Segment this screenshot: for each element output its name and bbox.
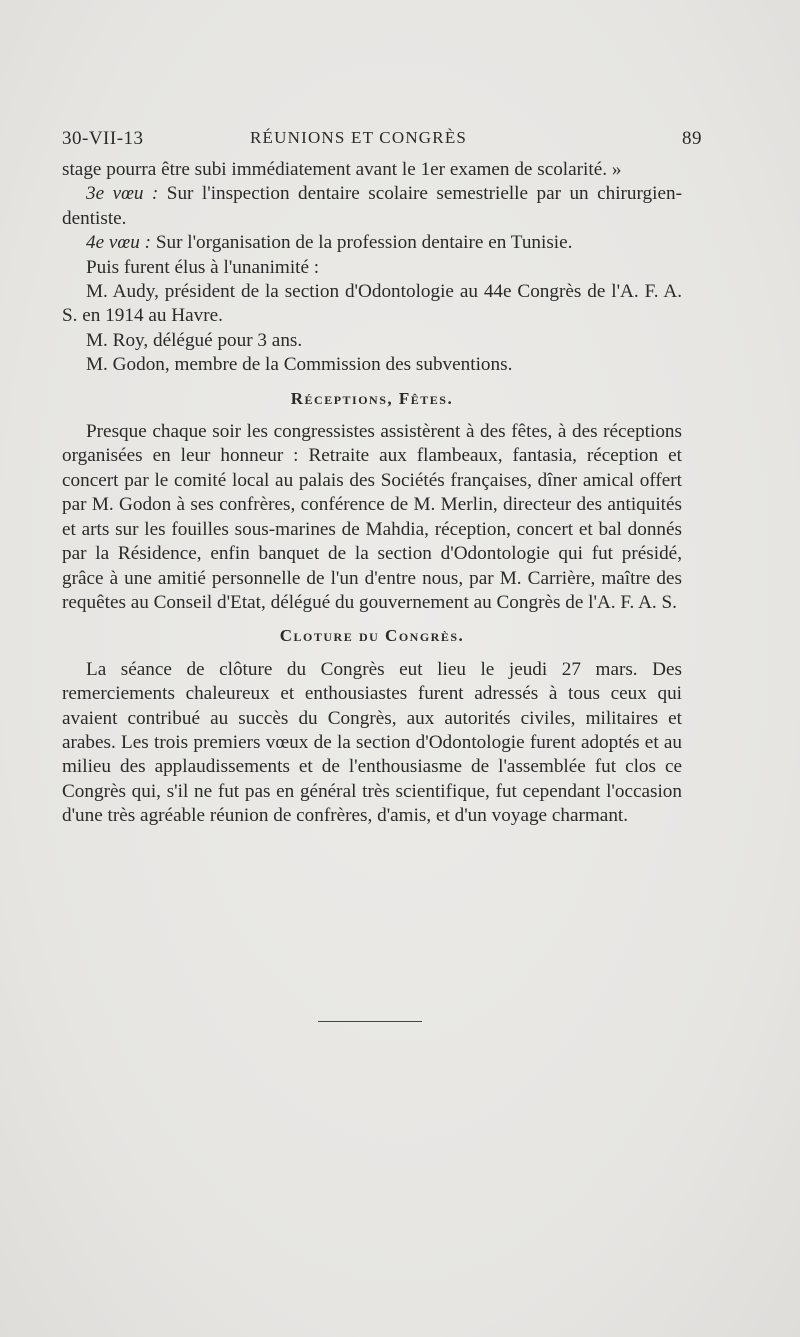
paragraph-cloture: La séance de clôture du Congrès eut lieu le jeudi 27 mars. Des remerciements chaleureux et enthousiastes furent adressés à tous ceux qui avaient contribué au succès du Congrès, aux autorités civiles, militaires et arabes. Les trois premiers vœux de la section d'Odontologie furent adoptés et au milieu des applaudissements et de l'enthousiasme de l'assemblée fut clos ce Congrès qui, s'il ne fut pas en général très scientifique, fut cependant l'occasion d'une très agréable réunion de confrères, d'amis, et d'un voyage charmant. bbox=[62, 658, 682, 827]
paragraph-election-audy: M. Audy, président de la section d'Odontologie au 44e Congrès de l'A. F. A. S. en 1914 au Havre. bbox=[62, 281, 682, 327]
header-date: 30-VII-13 bbox=[62, 128, 144, 149]
paragraph-voeu-3 bbox=[62, 182, 682, 231]
voeu-3-text: Sur l'inspection dentaire scolaire semestrielle par un chirurgien-dentiste. bbox=[62, 183, 682, 229]
paragraph-election-godon: M. Godon, membre de la Commission des subventions. bbox=[86, 354, 513, 376]
voeu-3-label: 3e vœu : bbox=[86, 183, 159, 205]
paragraph-elections-intro: Puis furent élus à l'unanimité : bbox=[86, 256, 320, 278]
voeu-4-text: Sur l'organisation de la profession dentaire en Tunisie. bbox=[151, 232, 573, 254]
paragraph-receptions: Presque chaque soir les congressistes assistèrent à des fêtes, à des réceptions organisées en leur honneur : Retraite aux flambeaux, fantasia, réception et concert par le comité local au palais des Sociétés françaises, dîner amical offert par M. Godon à ses confrères, conférence de M. Merlin, directeur des antiquités et arts sur les fouilles sous-marines de Mahdia, réception, concert et bal donnés par la Résidence, enfin banquet de la section d'Odontologie qui fut présidé, grâce à une amitié personnelle de l'un d'entre nous, par M. Carrière, maître des requêtes au Conseil d'Etat, délégué du gouvernement au Congrès de l'A. F. A. S. bbox=[62, 421, 682, 613]
voeu-4-label: 4e vœu : bbox=[86, 232, 152, 254]
paragraph-election-roy: M. Roy, délégué pour 3 ans. bbox=[86, 329, 303, 351]
page-body bbox=[62, 158, 682, 829]
running-header bbox=[62, 128, 702, 154]
section-title-receptions: Réceptions, Fêtes. bbox=[290, 388, 454, 408]
paragraph-continuation: stage pourra être subi immédiatement avant le 1er examen de scolarité. » bbox=[62, 159, 622, 180]
end-rule bbox=[318, 1021, 422, 1022]
paragraph-voeu-4 bbox=[62, 231, 682, 255]
header-title: RÉUNIONS ET CONGRÈS bbox=[250, 128, 468, 147]
section-title-cloture: Cloture du Congrès. bbox=[279, 626, 465, 646]
page-number: 89 bbox=[682, 128, 702, 149]
